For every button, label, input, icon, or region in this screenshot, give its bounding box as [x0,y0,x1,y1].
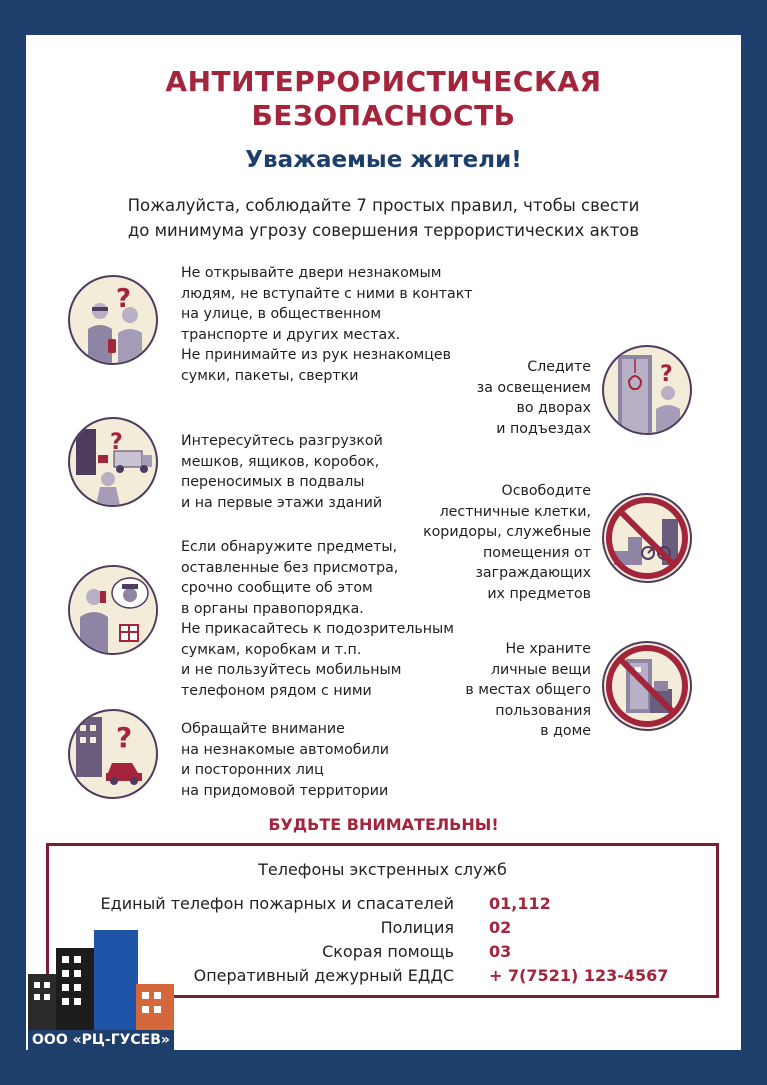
svg-text:?: ? [110,430,123,455]
rule-7-text [465,639,591,742]
rule-7-line: в доме [540,723,591,739]
rule-4-line: на придомовой территории [181,782,389,799]
rule-1-line: сумки, пакеты, свертки [181,367,359,384]
strangers-icon [68,275,158,365]
rule-1-line: Не открывайте двери незнакомым [181,265,442,281]
rule-5-line: во дворах [516,400,591,416]
rule-6-line: коридоры, служебные [423,524,591,540]
phone-label: Единый телефон пожарных и спасателей [100,894,454,913]
rule-2-text [181,431,383,513]
rule-4-text [181,719,389,801]
rule-6-line: лестничные клетки, [439,503,591,520]
no-personal-items-icon [602,641,692,731]
rule-3-line: в органы правопорядка. [181,600,364,617]
rule-6-line: их предметов [487,585,591,602]
title-line-1: АНТИТЕРРОРИСТИЧЕСКАЯ [165,65,602,98]
rule-3-line: сумкам, коробкам и т.п. [181,641,362,658]
poster-sheet [26,35,741,1050]
rule-3-line: Не прикасайтесь к подозрительным [181,621,454,637]
unloading-truck-icon [68,417,158,507]
phone-row [49,894,716,918]
phone-label: Полиция [380,918,454,937]
phones-title: Телефоны экстренных служб [258,860,507,879]
rule-7-line: личные вещи [490,661,591,678]
rule-1-text [181,263,473,386]
rule-6-line: заграждающих [475,565,591,581]
no-clutter-icon [602,493,692,583]
rule-2-line: и на первые этажи зданий [181,494,383,511]
phone-number: + 7(7521) 123-4567 [489,966,669,985]
rule-1-line: Не принимайте из рук незнакомцев [181,347,451,363]
company-logo-text: ООО «РЦ-ГУСЕВ» [28,1030,174,1050]
rule-5-line: Следите [527,359,591,375]
svg-text:?: ? [660,362,673,387]
rule-6-line: помещения от [483,544,591,561]
rule-3-line: и не пользуйтесь мобильным [181,662,402,678]
rule-3-line: срочно сообщите об этом [181,580,373,596]
rule-5-line: и подъездах [496,420,591,437]
rule-7-line: в местах общего [465,682,591,698]
subtitle: Уважаемые жители! [245,147,522,173]
intro-line-2: до минимума угрозу совершения террористических актов [127,221,640,240]
svg-text:?: ? [116,721,133,754]
phone-number: 01,112 [489,894,551,913]
rule-5-line: за освещением [476,379,591,396]
report-police-icon [68,565,158,655]
phone-number: 02 [489,918,512,937]
rule-1-line: людям, не вступайте с ними в контакт [181,285,473,302]
intro-line-1: Пожалуйста, соблюдайте 7 простых правил, чтобы свести [127,196,640,215]
phone-number: 03 [489,942,512,961]
rule-4-line: Обращайте внимание [181,721,345,737]
rule-6-text [423,481,591,604]
rule-1-line: на улице, в общественном [181,306,382,322]
rule-2-line: мешков, ящиков, коробок, [181,453,380,470]
rule-4-line: и посторонних лиц [181,762,324,778]
rule-5-text [477,357,591,439]
rule-2-line: Интересуйтесь разгрузкой [181,433,383,449]
rule-7-line: Не храните [505,641,591,657]
rule-1-line: транспорте и других местах. [181,326,401,343]
rule-3-line: оставленные без присмотра, [181,559,399,576]
rule-2-line: переносимых в подвалы [181,474,365,490]
attention-heading: БУДЬТЕ ВНИМАТЕЛЬНЫ! [268,815,499,834]
svg-text:?: ? [116,284,132,314]
phone-label: Скорая помощь [322,942,454,961]
phone-label: Оперативный дежурный ЕДДС [193,966,454,985]
rule-3-text [181,537,454,701]
intro-text [26,193,741,243]
rule-3-line: телефоном рядом с ними [181,682,372,699]
suspicious-car-icon [68,709,158,799]
rule-7-line: пользования [495,702,591,719]
rule-3-line: Если обнаружите предметы, [181,539,398,555]
title-line-2: БЕЗОПАСНОСТЬ [251,99,516,132]
rule-6-line: Освободите [501,483,591,499]
lighting-icon [602,345,692,435]
rule-4-line: на незнакомые автомобили [181,741,390,758]
